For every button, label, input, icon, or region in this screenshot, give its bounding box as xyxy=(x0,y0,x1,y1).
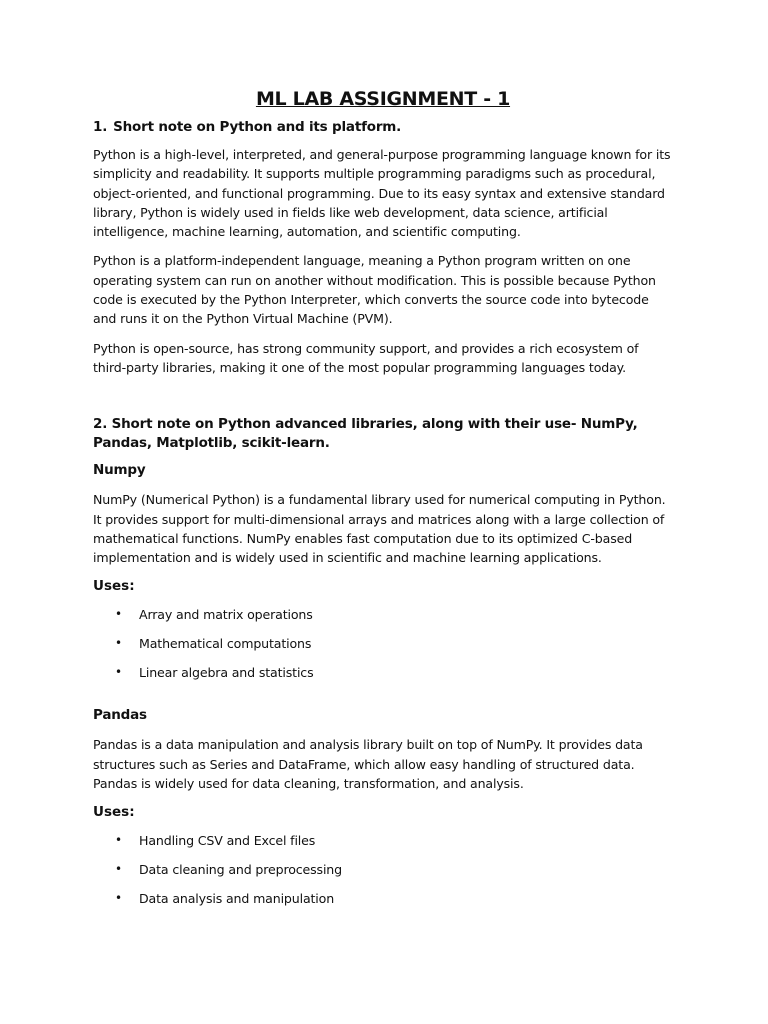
numpy-description: NumPy (Numerical Python) is a fundamental library used for numerical computing in Python. It provides support for multi-dimensional arrays and matrices along with a large collection of mathematical functions. NumPy enables fast computation due to its optimized C-based implementation and is widely used in scientific and machine learning applications. xyxy=(93,492,666,566)
bullet-icon: • xyxy=(115,833,122,848)
list-item: • Data cleaning and preprocessing xyxy=(115,862,342,878)
document-title: ML LAB ASSIGNMENT - 1 xyxy=(255,88,511,110)
python-intro-paragraph: Python is a high-level, interpreted, and general-purpose programming language known for its simplicity and readability. It supports multiple programming paradigms such as procedural, object-oriented, and functional programming. Due to its easy syntax and extensive standard library, Python is widely used in fields like web development, data science, artificial intelligence, machine learning, automation, and scientific computing. xyxy=(93,147,671,240)
pandas-description: Pandas is a data manipulation and analysis library built on top of NumPy. It provides data structures such as Series and DataFrame, which allow easy handling of structured data. Pandas is widely used for data cleaning, transformation, and analysis. xyxy=(93,737,643,792)
pandas-uses-list xyxy=(93,831,673,908)
bullet-icon: • xyxy=(115,636,122,651)
question-1-heading xyxy=(93,118,673,137)
bullet-icon: • xyxy=(115,607,122,622)
question-1-number: 1. xyxy=(93,119,108,135)
bullet-icon: • xyxy=(115,862,122,877)
numpy-uses-label: Uses: xyxy=(93,578,135,595)
question-1-heading-text: Short note on Python and its platform. xyxy=(113,119,402,135)
list-item: • Data analysis and manipulation xyxy=(115,891,335,907)
list-item: • Mathematical computations xyxy=(115,636,312,652)
list-item: • Linear algebra and statistics xyxy=(115,665,314,681)
python-platform-paragraph: Python is a platform-independent language, meaning a Python program written on one operating system can run on another without modification. This is possible because Python code is executed by the Python Interpreter, which converts the source code into bytecode and runs it on the Python Virtual Machine (PVM). xyxy=(93,253,656,327)
numpy-heading: Numpy xyxy=(93,462,146,479)
bullet-icon: • xyxy=(115,891,122,906)
list-item: • Handling CSV and Excel files xyxy=(115,833,316,849)
list-item: • Array and matrix operations xyxy=(115,607,313,623)
numpy-uses-list xyxy=(93,605,673,682)
pandas-heading: Pandas xyxy=(93,707,147,724)
document-page xyxy=(93,88,673,918)
bullet-icon: • xyxy=(115,665,122,680)
pandas-uses-label: Uses: xyxy=(93,804,135,821)
question-2-heading: 2. Short note on Python advanced libraries, along with their use- NumPy, Pandas, Matplotlib, scikit-learn. xyxy=(93,416,638,452)
python-opensource-paragraph: Python is open-source, has strong community support, and provides a rich ecosystem of third-party libraries, making it one of the most popular programming languages today. xyxy=(93,340,639,375)
